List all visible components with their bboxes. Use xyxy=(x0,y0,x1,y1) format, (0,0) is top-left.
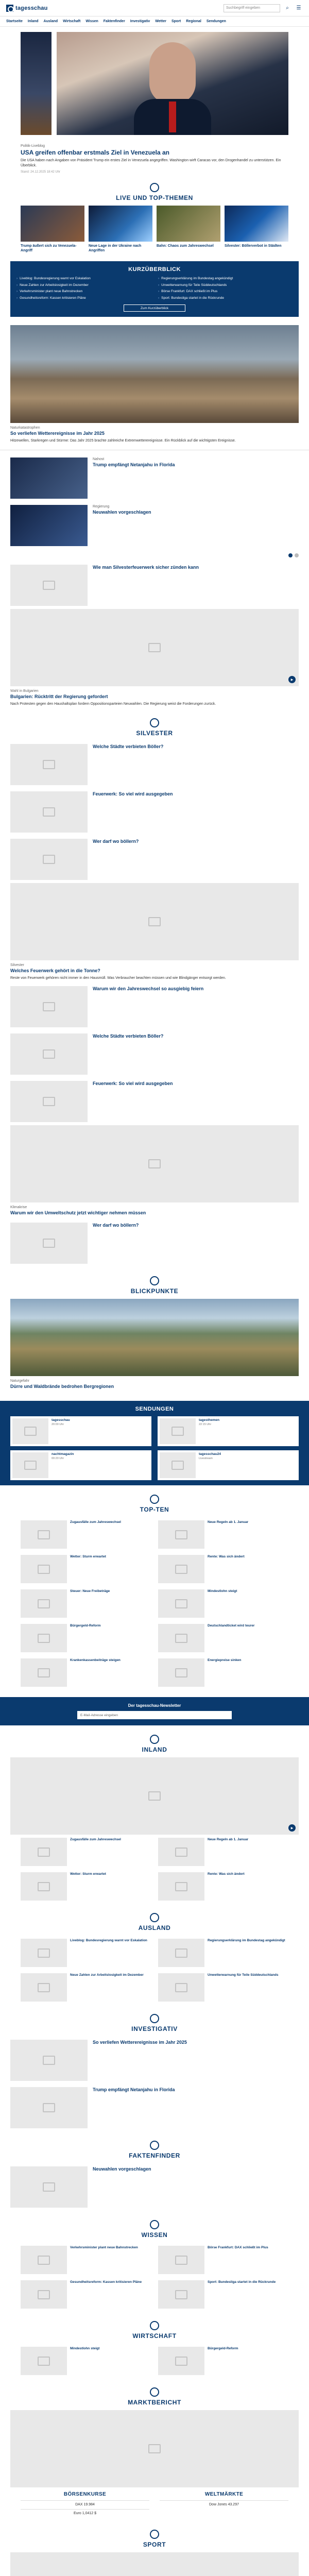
article-teaser: Reste von Feuerwerk gehören nicht immer in den Hausmüll. Was Verbraucher beachten müssen und wie Blindgänger entsorgt werden. xyxy=(10,976,226,980)
kurz-item[interactable]: › Verkehrsminister plant neue Bahnstrecken xyxy=(16,290,151,294)
search-input[interactable]: Suchbegriff eingeben xyxy=(224,4,280,12)
article-big[interactable] xyxy=(0,609,309,686)
sendung-thumb xyxy=(160,1418,196,1444)
play-icon[interactable]: ▶ xyxy=(288,676,296,683)
article-headline[interactable]: Welches Feuerwerk gehört in die Tonne? xyxy=(10,968,100,973)
article-kicker: Silvester xyxy=(10,963,24,967)
article-image-placeholder xyxy=(10,1125,299,1202)
article-row[interactable] xyxy=(0,983,309,1030)
article-thumb-placeholder xyxy=(10,791,88,833)
logo-icon xyxy=(6,5,13,12)
article-text xyxy=(0,686,309,709)
newsletter xyxy=(0,1697,309,1725)
section-title-faktenfinder: FAKTENFINDER xyxy=(0,2141,309,2159)
article-kicker: Naturgefahr xyxy=(10,1379,29,1383)
article-text xyxy=(0,1202,309,1220)
article-headline: Wer darf wo böllern? xyxy=(93,838,139,844)
article-big[interactable] xyxy=(0,1299,309,1376)
sendung-time: 22:15 Uhr xyxy=(199,1423,212,1427)
article-image-placeholder xyxy=(10,609,299,686)
market-overview xyxy=(0,2487,309,2520)
sendung-time: Livestream xyxy=(199,1457,213,1461)
section-title-inland: INLAND xyxy=(0,1735,309,1753)
live-card-title: Trump äußert sich zu Venezuela-Angriff xyxy=(21,244,77,253)
live-cards xyxy=(0,206,309,253)
sendung-card[interactable] xyxy=(158,1450,299,1480)
article-row[interactable] xyxy=(0,454,309,502)
sendung-card[interactable] xyxy=(158,1416,299,1446)
article-text xyxy=(0,1376,309,1394)
section-title-blickpunkte: BLICKPUNKTE xyxy=(0,1276,309,1295)
article-row[interactable] xyxy=(0,788,309,836)
article-row[interactable]: Trump empfängt Netanjahu in Florida xyxy=(0,2084,309,2131)
article-thumb xyxy=(10,505,88,546)
article-big[interactable] xyxy=(0,883,309,960)
article-headline: Wie man Silvesterfeuerwerk sicher zünden kann xyxy=(93,565,199,570)
nav-item[interactable]: Regional xyxy=(186,20,201,23)
kurz-item[interactable]: › Gesundheitsreform: Kassen kritisieren Pläne xyxy=(16,296,151,300)
live-card-title: Neue Lage in der Ukraine nach Angriffen xyxy=(89,244,142,253)
nav-item[interactable]: Investigativ xyxy=(130,20,150,23)
kurz-title: KURZÜBERBLICK xyxy=(128,266,181,273)
article-thumb-placeholder xyxy=(10,1033,88,1075)
live-card[interactable] xyxy=(157,206,220,253)
weltmaerkte-title: WELTMÄRKTE xyxy=(204,2492,244,2498)
nav-item[interactable]: Ausland xyxy=(43,20,58,23)
live-card-image xyxy=(21,206,84,242)
article-headline[interactable]: So verliefen Wetterereignisse im Jahr 2025 xyxy=(10,431,105,436)
section-title-investigativ: INVESTIGATIV xyxy=(0,2014,309,2032)
kurz-item[interactable]: › Regierungserklärung im Bundestag angekündigt xyxy=(158,277,293,281)
hero-teaser: Die USA haben nach Angaben von Präsident Trump ein erstes Ziel in Venezuela angegriffen. Washington wirft Caracas vor, den Drogenhandel zu unterstützen. Ein Überblick. xyxy=(21,159,281,168)
article-big[interactable] xyxy=(0,325,309,423)
section-title-silvester: SILVESTER xyxy=(0,718,309,737)
article-row[interactable] xyxy=(0,836,309,883)
topten-item[interactable]: Energiepreise sinken xyxy=(158,1658,288,1687)
site-logo[interactable] xyxy=(6,5,48,12)
live-card-title: Bahn: Chaos zum Jahreswechsel xyxy=(157,244,214,248)
article-headline: Warum wir den Jahreswechsel so ausgiebig feiern xyxy=(93,986,204,991)
dow-value: Dow Jones 43.297 xyxy=(209,2503,239,2507)
article-thumb xyxy=(10,457,88,499)
article-text xyxy=(0,423,309,446)
kurz-item[interactable]: › Sport: Bundesliga startet in die Rückrunde xyxy=(158,296,293,300)
article-kicker: Wahl in Bulgarien xyxy=(10,689,39,693)
sendung-thumb xyxy=(160,1452,196,1478)
list-item[interactable]: Regierungserklärung im Bundestag angekündigt xyxy=(158,1939,288,1967)
list-item[interactable]: Unwetterwarnung für Teile Süddeutschlands xyxy=(158,1973,288,2002)
kurz-item[interactable]: › Neue Zahlen zur Arbeitslosigkeit im Dezember xyxy=(16,283,151,287)
article-row[interactable] xyxy=(0,1030,309,1078)
hero-text xyxy=(0,140,309,174)
article-thumb-placeholder xyxy=(10,744,88,785)
article-big[interactable] xyxy=(0,2410,309,2487)
section-title-ausland: AUSLAND xyxy=(0,1913,309,1931)
sendung-card[interactable] xyxy=(10,1450,151,1480)
hero xyxy=(0,27,309,140)
hero-kicker: Politik-Liveblog xyxy=(21,144,45,148)
article-thumb-placeholder xyxy=(10,565,88,606)
list-item[interactable]: Gesundheitsreform: Kassen kritisieren Pläne xyxy=(21,2280,151,2309)
topten-item[interactable]: Wetter: Sturm erwartet xyxy=(21,1555,151,1583)
article-row[interactable] xyxy=(0,741,309,788)
topten-item[interactable]: Krankenkassenbeiträge steigen xyxy=(21,1658,151,1687)
nav-item[interactable]: Startseite xyxy=(6,20,23,23)
article-teaser: Nach Protesten gegen den Haushaltsplan fordern Oppositionsparteien Neuwahlen. Die Regierung weist die Forderungen zurück. xyxy=(10,702,216,706)
dax-value: DAX 19.984 xyxy=(75,2503,95,2507)
topten-item[interactable]: Bürgergeld-Reform xyxy=(21,1624,151,1652)
main-nav xyxy=(0,16,309,27)
pager-dot[interactable] xyxy=(288,553,293,557)
live-card[interactable] xyxy=(21,206,84,253)
nav-item[interactable]: Wissen xyxy=(85,20,98,23)
list-item[interactable]: Wetter: Sturm erwartet xyxy=(21,1872,151,1901)
pager-dot[interactable] xyxy=(295,553,299,557)
kurz-item[interactable]: › Liveblog: Bundesregierung warnt vor Eskalation xyxy=(16,277,151,281)
list-item[interactable]: Verkehrsminister plant neue Bahnstrecken xyxy=(21,2246,151,2274)
article-headline: Welche Städte verbieten Böller? xyxy=(93,743,164,749)
sendung-time: 20:00 Uhr xyxy=(52,1423,64,1427)
logo-text: tagesschau xyxy=(15,5,48,11)
article-big[interactable] xyxy=(0,2552,309,2576)
article-kicker: Regierung xyxy=(93,505,110,509)
hero-portrait-tie xyxy=(169,101,176,132)
live-card-image xyxy=(89,206,152,242)
sendung-thumb xyxy=(12,1452,48,1478)
nav-item[interactable]: Faktenfinder xyxy=(103,20,125,23)
live-card-title: Silvester: Böllerverbot in Städten xyxy=(225,244,282,248)
article-image xyxy=(10,1299,299,1376)
boersenkurse-title: BÖRSENKURSE xyxy=(63,2492,107,2498)
article-kicker: Naturkatastrophen xyxy=(10,426,40,430)
article-thumb-placeholder xyxy=(10,1223,88,1264)
article-headline: Feuerwerk: So viel wird ausgegeben xyxy=(93,791,173,796)
article-headline: Trump empfängt Netanjahu in Florida xyxy=(93,462,175,468)
topten-item[interactable]: Steuer: Neue Freibeträge xyxy=(21,1589,151,1618)
hero-meta: Stand: 24.12.2025 18:42 Uhr xyxy=(21,171,61,174)
ausland-grid xyxy=(0,1936,309,2005)
menu-icon[interactable]: ☰ xyxy=(296,5,301,11)
article-thumb-placeholder xyxy=(10,986,88,1027)
section-title-wirtschaft: WIRTSCHAFT xyxy=(0,2321,309,2340)
weltmaerkte[interactable] xyxy=(160,2492,288,2516)
pager[interactable] xyxy=(10,552,299,558)
list-item[interactable]: Neue Zahlen zur Arbeitslosigkeit im Dezember xyxy=(21,1973,151,2002)
article-headline: Wer darf wo böllern? xyxy=(93,1223,139,1228)
newsletter-input[interactable]: E-Mail-Adresse eingeben xyxy=(77,1711,232,1719)
sendungen-title: SENDUNGEN xyxy=(135,1406,174,1413)
kurz-item[interactable]: › Börse Frankfurt: DAX schließt im Plus xyxy=(158,290,293,294)
topten-grid xyxy=(0,1517,309,1690)
sendung-card[interactable] xyxy=(10,1416,151,1446)
sendung-time: 00:20 Uhr xyxy=(52,1457,64,1461)
nav-item[interactable]: Inland xyxy=(27,20,39,23)
section-title-marktbericht: MARKTBERICHT xyxy=(0,2387,309,2406)
list-item[interactable]: Neue Regeln ab 1. Januar xyxy=(158,1838,288,1866)
list-item[interactable]: Sport: Bundesliga startet in die Rückrunde xyxy=(158,2280,288,2309)
list-item[interactable]: Börse Frankfurt: DAX schließt im Plus xyxy=(158,2246,288,2274)
search-icon[interactable]: ⌕ xyxy=(286,5,289,11)
section-title-topten: TOP-TEN xyxy=(0,1495,309,1513)
article-teaser: Hitzewellen, Starkregen und Stürme: Das Jahr 2025 brachte zahlreiche Extremwetterereignisse. Ein Rückblick auf die wichtigsten Ereignisse. xyxy=(10,438,236,443)
euro-value: Euro 1,0412 $ xyxy=(74,2512,96,2516)
sendung-title: tagesschau24 xyxy=(199,1452,221,1456)
sendung-title: tagesthemen xyxy=(199,1418,220,1422)
list-item[interactable]: Liveblog: Bundesregierung warnt vor Eskalation xyxy=(21,1939,151,1967)
article-headline[interactable]: Bulgarien: Rücktritt der Regierung gefordert xyxy=(10,694,108,700)
nav-item[interactable]: Sport xyxy=(171,20,181,23)
article-kicker: Nahost xyxy=(93,457,105,462)
top-bar xyxy=(0,0,309,16)
live-card[interactable] xyxy=(89,206,152,253)
hero-image[interactable] xyxy=(57,32,288,135)
live-card-image xyxy=(225,206,288,242)
sendung-title: nachtmagazin xyxy=(52,1452,74,1456)
list-item[interactable]: Zugausfälle zum Jahreswechsel xyxy=(21,1838,151,1866)
section-title-sport: SPORT xyxy=(0,2530,309,2548)
article-big[interactable] xyxy=(0,1125,309,1202)
article-thumb-placeholder xyxy=(10,1081,88,1122)
article-kicker: Klimakrise xyxy=(10,1205,27,1209)
section-title-wissen: WISSEN xyxy=(0,2220,309,2239)
newsletter-headline: Der tagesschau-Newsletter xyxy=(128,1703,181,1708)
article-text xyxy=(0,960,309,983)
article-thumb-placeholder xyxy=(10,839,88,880)
boersenkurse[interactable] xyxy=(21,2492,149,2516)
wirtschaft-grid xyxy=(0,2344,309,2378)
sendung-thumb xyxy=(12,1418,48,1444)
list-item[interactable]: Mindestlohn steigt xyxy=(21,2347,151,2375)
hero-portrait-face xyxy=(149,42,196,104)
nav-item[interactable]: Sendungen xyxy=(206,20,226,23)
section-title-live: LIVE UND TOP-THEMEN xyxy=(0,183,309,201)
kurz-item[interactable]: › Unwetterwarnung für Teile Süddeutschlands xyxy=(158,283,293,287)
article-row[interactable] xyxy=(0,1219,309,1267)
topten-item[interactable]: Neue Regeln ab 1. Januar xyxy=(158,1520,288,1549)
sendung-title: tagesschau xyxy=(52,1418,70,1422)
article-headline: Feuerwerk: So viel wird ausgegeben xyxy=(93,1080,173,1086)
article-row[interactable] xyxy=(0,502,309,549)
article-headline[interactable]: Warum wir den Umweltschutz jetzt wichtiger nehmen müssen xyxy=(10,1210,146,1215)
list-item[interactable]: Bürgergeld-Reform xyxy=(158,2347,288,2375)
hero-headline[interactable]: USA greifen offenbar erstmals Ziel in Venezuela an xyxy=(21,149,169,156)
topten-item[interactable]: Deutschlandticket wird teurer xyxy=(158,1624,288,1652)
kurz-button[interactable]: Zum Kurzüberblick xyxy=(124,304,185,312)
article-headline: Neuwahlen vorgeschlagen xyxy=(93,510,151,515)
hero-side-image[interactable] xyxy=(21,32,52,135)
topten-item[interactable]: Rente: Was sich ändert xyxy=(158,1555,288,1583)
topten-item[interactable]: Zugausfälle zum Jahreswechsel xyxy=(21,1520,151,1549)
article-big[interactable] xyxy=(0,1757,309,1835)
article-row[interactable] xyxy=(0,562,309,609)
topten-item[interactable]: Mindestlohn steigt xyxy=(158,1589,288,1618)
play-icon[interactable]: ▶ xyxy=(288,1824,296,1832)
article-image xyxy=(10,325,299,423)
sendungen xyxy=(0,1401,309,1485)
article-row[interactable] xyxy=(0,1078,309,1125)
inland-grid xyxy=(0,1835,309,1904)
kurzueberblick xyxy=(10,261,299,317)
live-card-image xyxy=(157,206,220,242)
article-image-placeholder xyxy=(10,883,299,960)
kurz-list xyxy=(16,277,293,300)
live-card[interactable] xyxy=(225,206,288,253)
list-item[interactable]: Rente: Was sich ändert xyxy=(158,1872,288,1901)
article-headline[interactable]: Dürre und Waldbrände bedrohen Bergregionen xyxy=(10,1384,114,1389)
article-row[interactable]: So verliefen Wetterereignisse im Jahr 2025 xyxy=(0,2037,309,2084)
article-headline: Welche Städte verbieten Böller? xyxy=(93,1033,164,1039)
article-row[interactable]: Neuwahlen vorgeschlagen xyxy=(0,2163,309,2211)
wissen-grid xyxy=(0,2243,309,2312)
nav-item[interactable]: Wetter xyxy=(155,20,166,23)
nav-item[interactable]: Wirtschaft xyxy=(63,20,81,23)
